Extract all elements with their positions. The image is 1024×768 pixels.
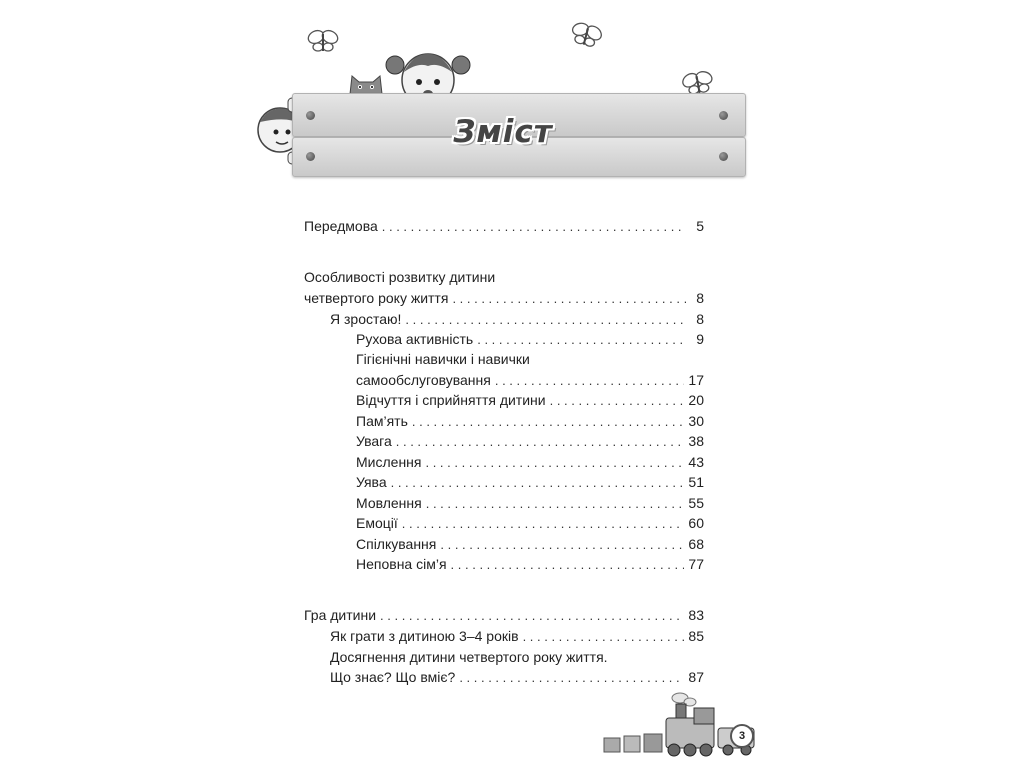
toc-entry-page: 83 [688, 607, 704, 623]
toc-entry-page: 9 [696, 331, 704, 347]
toc-leader-dots [477, 331, 686, 349]
toc-leader-dots [452, 290, 686, 308]
toc-entry [356, 535, 704, 554]
toc-entry-title: Неповна сім’я [356, 556, 447, 572]
toc-entry-title: Особливості розвитку дитини [304, 269, 496, 285]
block-icon [624, 736, 640, 752]
toc-entry [356, 453, 704, 472]
toc-entry-page: 20 [688, 392, 704, 408]
toc-entry-title: Пам’ять [356, 413, 408, 429]
toc-leader-dots [523, 628, 685, 646]
toc-leader-dots [380, 607, 684, 625]
toc-entry [330, 668, 704, 687]
toc-entry-page: 85 [688, 628, 704, 644]
toc-entry [304, 289, 704, 308]
toc-entry-title: Рухова активність [356, 331, 474, 347]
block-icon [644, 734, 662, 752]
toc-leader-dots [451, 556, 685, 574]
toc-entry [330, 648, 704, 666]
toc-entry-page: 43 [688, 454, 704, 470]
toc-entry-title: Емоції [356, 515, 398, 531]
toc-entry-title: Як грати з дитиною 3–4 років [330, 628, 519, 644]
toc-entry-page: 8 [696, 290, 704, 306]
footer-illustration [596, 690, 776, 760]
toc-entry-title: Відчуття і сприйняття дитини [356, 392, 546, 408]
toc-entry-page: 8 [696, 311, 704, 327]
toc-entry-page: 87 [688, 669, 704, 685]
toc-entry-page: 55 [688, 495, 704, 511]
toc-entry-title: Передмова [304, 218, 378, 234]
toc-entry-page: 38 [688, 433, 704, 449]
toc-entry-title: Мовлення [356, 495, 422, 511]
toc-leader-dots [382, 218, 686, 236]
toc-entry [356, 473, 704, 492]
toc-entry-title: четвертого року життя [304, 290, 449, 306]
toc-entry [356, 432, 704, 451]
toc-leader-dots [402, 515, 685, 533]
toc-entry-title: Досягнення дитини четвертого року життя. [330, 649, 608, 665]
toc-entry [330, 627, 704, 646]
toc-leader-dots [405, 311, 686, 329]
toc-entry [356, 514, 704, 533]
toc-entry [304, 268, 704, 286]
block-icon [604, 738, 620, 752]
toc-entry-title: Спілкування [356, 536, 437, 552]
toc-leader-dots [495, 372, 685, 390]
toc-entry-page: 51 [688, 474, 704, 490]
toc-leader-dots [425, 454, 684, 472]
toc-entry-title: Уява [356, 474, 387, 490]
toc-entry-page: 60 [688, 515, 704, 531]
toc-entry [356, 555, 704, 574]
toc-entry-page: 17 [688, 372, 704, 388]
toc-leader-dots [440, 536, 684, 554]
toc-leader-dots [391, 474, 685, 492]
toc-leader-dots [412, 413, 685, 431]
toc-entry-title: Що знає? Що вміє? [330, 669, 456, 685]
toc-entry-title: Мислення [356, 454, 422, 470]
toc-entry [356, 412, 704, 431]
toc-entry-title: Гра дитини [304, 607, 377, 623]
toc-leader-dots [550, 392, 685, 410]
toc-entry [356, 330, 704, 349]
toc-entry-title: Я зростаю! [330, 311, 402, 327]
toc-entry [356, 494, 704, 513]
toc-entry [356, 391, 704, 410]
toc-entry [330, 310, 704, 329]
toc-entry-page: 68 [688, 536, 704, 552]
toc-leader-dots [396, 433, 685, 451]
page-title: Зміст [453, 114, 553, 150]
toc-entry [304, 217, 704, 236]
toc-entry [356, 350, 704, 368]
toc-leader-dots [459, 669, 684, 687]
toc-entry-title: Увага [356, 433, 392, 449]
toc-entry-page: 5 [696, 218, 704, 234]
toc-leader-dots [426, 495, 685, 513]
toc-entry-page: 77 [688, 556, 704, 572]
toc-entry-title: самообслуговування [356, 372, 491, 388]
toc-entry-title: Гігієнічні навички і навички [356, 351, 530, 367]
page-number: 3 [730, 724, 754, 748]
toc-entry-page: 30 [688, 413, 704, 429]
toc-entry [356, 371, 704, 390]
toc-entry [304, 606, 704, 625]
